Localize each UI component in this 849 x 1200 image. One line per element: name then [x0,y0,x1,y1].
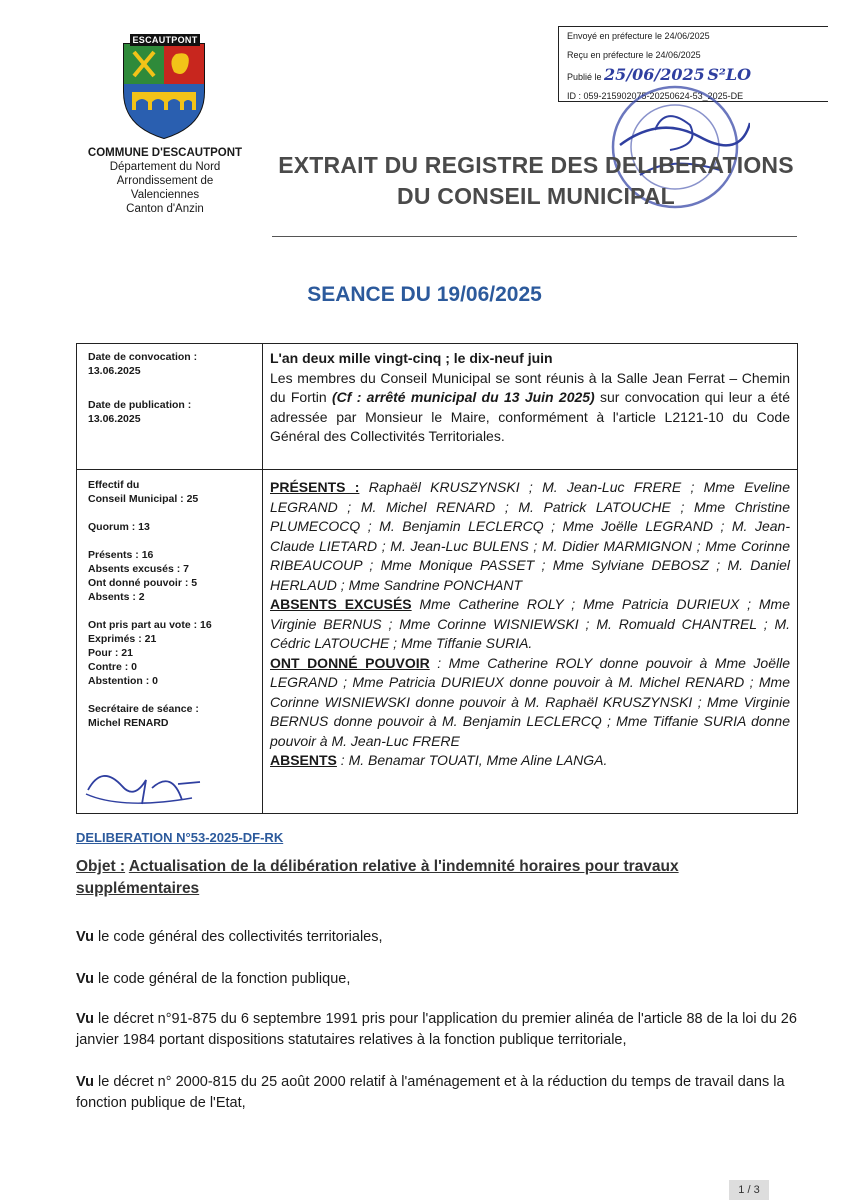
secretary-signature-icon [82,760,202,812]
convocation-text-start: Les membres du Conseil Municipal se sont réunis à la Salle Jean Ferrat – Chemin du Fortin [270,369,790,405]
vu-item [76,1072,798,1114]
title-divider [272,236,797,237]
stat-contre: Contre : 0 [88,661,138,673]
stat-absents-excuses: Absents excusés : 7 [88,563,189,575]
prefecture-recu: Reçu en préfecture le 24/06/2025 [567,50,701,60]
commune-name: COMMUNE D'ESCAUTPONT [87,147,243,159]
vu-keyword: Vu [76,971,94,987]
prefecture-publie-mark: S²LO [707,65,752,84]
vu-keyword: Vu [76,929,94,945]
commune-crest-icon [120,30,208,140]
presents-list: Raphaël KRUSZYNSKI ; M. Jean-Luc FRERE ; Mme Eveline LEGRAND ; M. Michel RENARD ; M. Patrick LATOUCHE ; Mme Christine PLUMECOCQ ; M. Benjamin LECLERCQ ; Mme Joëlle LEGRAND ; M. Jean-Claude LIETARD ; M. Jean-Luc BULENS ; M. Didier MARMIGNON ; Mme Corinne RIBEAUCOUP ; Mme Monique PASSET ; Mme Sylviane DEBOSZ ; M. Daniel HERLAUD ; Mme Sandrine PONCHANT [270,479,790,593]
objet-label: Objet : [76,858,126,875]
page-number: 1 / 3 [729,1180,769,1200]
excuses-list: Mme Catherine ROLY ; Mme Patricia DURIEUX ; Mme Virginie BERNUS ; Mme Corinne WISNIEWSKI ; M. Romuald CHANTREL ; M. Cédric LATOUCHE ; Mme Tiffanie SURIA. [270,596,790,651]
commune-line-4: Canton d'Anzin [126,203,204,215]
stat-abstention: Abstention : 0 [88,675,158,687]
commune-info [60,146,270,216]
absents-list: : M. Benamar TOUATI, Mme Aline LANGA. [336,752,608,768]
commune-line-3: Valenciennes [130,189,200,201]
crest-name: ESCAUTPONT [130,34,200,46]
prefecture-id: ID : 059-215902075-20250624-53_2025-DE [567,91,744,101]
objet-text: Actualisation de la délibération relative à l'indemnité horaires pour travaux supplémentaires [76,858,679,897]
title-line-2: DU CONSEIL MUNICIPAL [397,183,675,209]
stat-effectif-1: Effectif du [88,479,140,491]
presents-label: PRÉSENTS : [270,479,360,495]
vu-item [76,1009,798,1051]
stat-pour: Pour : 21 [88,647,133,659]
convocation-arrete: (Cf : arrêté municipal du 13 Juin 2025) [331,389,595,405]
vu-text: le code général de la fonction publique, [94,971,351,987]
absents-label: ABSENTS [270,752,337,768]
vu-text: le décret n° 2000-815 du 25 août 2000 relatif à l'aménagement et à la réduction du temps de travail dans la fonction publique de l'Etat, [76,1074,785,1111]
pouvoir-label: ONT DONNÉ POUVOIR [270,654,430,671]
deliberation-objet [76,856,798,900]
commune-line-1: Département du Nord [109,161,221,173]
seance-date: SEANCE DU 19/06/2025 [307,283,542,306]
pouvoir-list: : Mme Catherine ROLY donne pouvoir à Mme Joëlle LEGRAND ; Mme Patricia DURIEUX donne pouvoir à M. Michel RENARD ; Mme Corinne WISNIEWSKI donne pouvoir à M. Raphaël KRUSZYNSKI ; Mme Virginie BERNUS donne pouvoir à M. Benjamin LECLERCQ ; Mme Tiffanie SURIA donne pouvoir à M. Jean-Luc FRERE [270,654,790,749]
stat-vote: Ont pris part au vote : 16 [88,619,212,631]
stat-pouvoir: Ont donné pouvoir : 5 [88,577,198,589]
table-row-divider [76,469,798,470]
convocation-date-value: 13.06.2025 [88,365,141,377]
publication-date-label: Date de publication : [88,399,192,411]
vu-keyword: Vu [76,1074,94,1090]
convocation-heading: L'an deux mille vingt-cinq ; le dix-neuf juin [270,350,553,366]
secretaire-name: Michel RENARD [88,717,169,729]
deliberation-number: DELIBERATION N°53-2025-DF-RK [76,830,284,845]
vu-item [76,927,798,948]
convocation-text [270,349,790,447]
stat-exprimes: Exprimés : 21 [88,633,157,645]
stat-presents: Présents : 16 [88,549,154,561]
stat-absents: Absents : 2 [88,591,145,603]
vu-keyword: Vu [76,1011,94,1027]
prefecture-publie-date: 25/06/2025 [604,65,705,84]
table-column-divider [262,343,263,814]
secretaire-label: Secrétaire de séance : [88,703,199,715]
title-line-1: EXTRAIT DU REGISTRE DES DELIBERATIONS [278,152,794,178]
excuses-label: ABSENTS EXCUSÉS [270,596,412,612]
convocation-dates [88,350,197,426]
convocation-date-label: Date de convocation : [88,351,198,363]
stats-block [88,478,212,730]
convocation-text-end: sur convocation qui leur a été adressée par Monsieur le Maire, conformément à l'article L2121-10 du Code Général des Collectivités Territoriales. [270,389,790,444]
stat-quorum: Quorum : 13 [88,521,150,533]
prefecture-publie-label: Publié le [567,72,602,82]
publication-date-value: 13.06.2025 [88,413,141,425]
prefecture-envoye: Envoyé en préfecture le 24/06/2025 [567,31,710,41]
vu-item [76,969,798,990]
members-block [270,478,790,771]
commune-line-2: Arrondissement de [116,175,214,187]
stat-effectif-2: Conseil Municipal : 25 [88,493,199,505]
document-title [276,150,796,212]
vu-text: le code général des collectivités territoriales, [94,929,383,945]
vu-text: le décret n°91-875 du 6 septembre 1991 pris pour l'application du premier alinéa de l'article 88 de la loi du 26 janvier 1984 portant dispositions statutaires relatives à la fonction publique territoriale, [76,1011,797,1048]
